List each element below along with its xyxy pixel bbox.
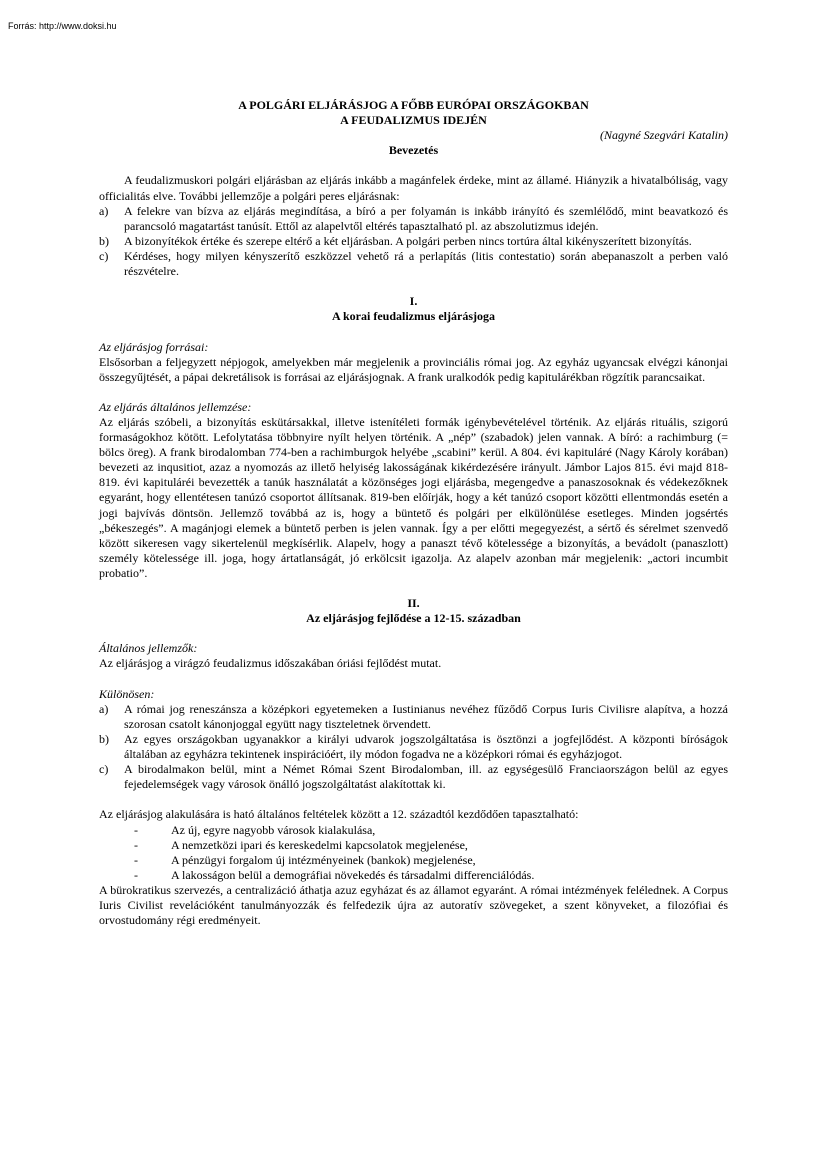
- section2-number: II.: [407, 596, 420, 611]
- document-page: [99, 98, 728, 928]
- spacer: [99, 279, 728, 294]
- section1-number: I.: [409, 294, 418, 309]
- section1-general-label: Az eljárás általános jellemzése:: [99, 399, 252, 414]
- dash-marker: -: [134, 852, 138, 867]
- section2-general-label: Általános jellemzők:: [99, 641, 198, 656]
- author-line: (Nagyné Szegvári Katalin): [600, 128, 728, 143]
- list-marker: b): [99, 233, 109, 248]
- intro-paragraph: A feudalizmuskori polgári eljárásban az eljárás inkább a magánfelek érdeke, mint az államé. Hiányzik a hivatalbóliság, vagy officialitás elve. További jellemzője a polgári peres eljárásnak:: [99, 173, 728, 203]
- list-item: [99, 249, 728, 279]
- spacer: [99, 672, 728, 687]
- list-item: [99, 853, 728, 868]
- list-item: [99, 762, 728, 792]
- list-item-text: A bizonyítékok értéke és szerepe eltérő a két eljárásban. A polgári perben nincs tortúra által kikényszerített bizonyítás.: [124, 233, 692, 248]
- conditions-list: [99, 823, 728, 883]
- list-item-text: Az új, egyre nagyobb városok kialakulása,: [171, 822, 376, 837]
- source-note: Forrás: http://www.doksi.hu: [8, 21, 117, 31]
- list-item-text: A birodalmakon belül, mint a Német Római Szent Birodalomban, ill. az egységesülő Franciaországon belül az egyes fejedelemségek vagy városok önálló jogszolgáltatást alakítottak ki.: [124, 762, 728, 792]
- section2-list: [99, 702, 728, 793]
- list-marker: c): [99, 248, 109, 263]
- list-item-text: Kérdéses, hogy milyen kényszerítő eszközzel vehető rá a perlapítás (litis contestatio) során abepanaszolt a perben való részvételre.: [124, 248, 728, 279]
- section1-sources-text: Elsősorban a feljegyzett népjogok, amelyekben már megjelenik a provinciális római jog. Az egyház ugyancsak elvégzi kánonjai összegyűjtését, a pápai dekretálisok is forrásai az eljárásjognak. A frank uralkodók pedig kapitulárékban rögzítik parancsaikat.: [99, 354, 728, 384]
- section2-general-text: Az eljárásjog a virágzó feudalizmus időszakában óriási fejlődést mutat.: [99, 656, 442, 671]
- list-marker: b): [99, 731, 109, 746]
- list-marker: c): [99, 762, 109, 777]
- intro-heading: Bevezetés: [388, 143, 439, 158]
- section1-title: A korai feudalizmus eljárásjoga: [332, 309, 495, 324]
- document-title-line2: A FEUDALIZMUS IDEJÉN: [340, 113, 487, 128]
- spacer: [99, 158, 728, 173]
- list-item: [99, 838, 728, 853]
- spacer: [99, 324, 728, 339]
- section1-sources-label: Az eljárásjog forrásai:: [99, 339, 209, 354]
- intro-list: [99, 204, 728, 279]
- section2-title: Az eljárásjog fejlődése a 12-15. században: [306, 611, 521, 626]
- dash-marker: -: [134, 837, 138, 852]
- spacer: [99, 581, 728, 596]
- section1-general-text: Az eljárás szóbeli, a bizonyítás eskütársakkal, illetve istenítéleti formák igénybevételével történik. Az eljárás rituális, szigorú formaságokhoz kötött. Lefolytatása többnyire nyílt helyen történik. A „nép” (szabadok) jelen vannak. A bíró: a rachimburg (= bölcs öreg). A frank birodalomban 774-ben a rachimburgok helyébe „scabini” kerül. A 804. évi kapituláré (Nagy Károly korában) bevezeti az inqusitiot, azaz a nyomozás az illető helyiség lakosságának kikérdezésére irányult. Jámbor Lajos 815. évi majd 818-819. évi kapituláréi bevezették a tanúk használatát a közönséges jogi eljárásba, megengedve a panaszosoknak és védekezőknek egyaránt, hogy ellentétesen tanúzó csoportot állítsanak. 819-ben előírják, hogy a két tanúzó csoport közötti ellentmondás esetén a jogi bajvívás döntsön. Jellemző továbbá az is, hogy a büntető és polgári per elkülönülése esetleges. Minden jogsértés „békeszegés”. A magánjogi elemek a büntető perben is jelen vannak. Így a per előtti megegyezést, a sértő és sérelmet szenvedő között sikeresen vagy sikertelenül megkísérlik. Alapelv, hogy a panaszt tévő kötelessége a bizonyítás, a bevádolt (panaszlott) személy kötelessége ill. joga, hogy ártatlanságát, jó erkölcsit igazolja. Az alapelv azonban már megjelenik: „actori incumbit probatio”.: [99, 414, 728, 580]
- list-marker: a): [99, 203, 109, 218]
- spacer: [99, 385, 728, 400]
- list-item: [99, 868, 728, 883]
- list-item: [99, 702, 728, 732]
- list-item: [99, 234, 728, 249]
- list-item-text: A nemzetközi ipari és kereskedelmi kapcsolatok megjelenése,: [171, 837, 468, 852]
- section2-conditions-intro: Az eljárásjog alakulására is ható általános feltételek között a 12. századtól kezdődően tapasztalható:: [99, 807, 579, 822]
- spacer: [99, 626, 728, 641]
- dash-marker: -: [134, 867, 138, 882]
- list-item: [99, 204, 728, 234]
- dash-marker: -: [134, 822, 138, 837]
- spacer: [99, 792, 728, 807]
- list-item-text: Az egyes országokban ugyanakkor a királyi udvarok jogszolgáltatása is ösztönzi a jogfejlődést. A központi bíróságok általában az egyházra tekintenek inspirációért, ily módon fogadva ne a középkori római és egyházjogot.: [124, 731, 728, 762]
- section2-closing: A bürokratikus szervezés, a centralizáció áthatja azuz egyházat és az államot egyaránt. A római intézmények felélednek. A Corpus Iuris Civilist revelációként tanulmányozzák és felfedezik újra az autoratív szövegeket, a szent könyveket, a filozófiai és orvostudomány régi eredményeit.: [99, 882, 728, 928]
- section2-specific-label: Különösen:: [99, 686, 155, 701]
- list-item-text: A felekre van bízva az eljárás megindítása, a bíró a per folyamán is inkább irányító és szemlélődő, mint beavatkozó és parancsoló magatartást tanúsít. Ettől az alapelvtől eltérés tapasztalható pl. az abszolutizmus idején.: [124, 203, 728, 233]
- list-marker: a): [99, 701, 109, 716]
- list-item-text: A pénzügyi forgalom új intézményeinek (bankok) megjelenése,: [171, 852, 476, 867]
- list-item-text: A lakosságon belül a demográfiai növekedés és társadalmi differenciálódás.: [171, 867, 535, 882]
- list-item: [99, 823, 728, 838]
- document-title-line1: A POLGÁRI ELJÁRÁSJOG A FŐBB EURÓPAI ORSZÁGOKBAN: [238, 98, 589, 112]
- list-item-text: A római jog reneszánsza a középkori egyetemeken a Iustinianus nevéhez fűződő Corpus Iuris Civilisre alapítva, a hozzá szorosan csatolt kánonjoggal együtt nagy tiszteletnek örvendett.: [124, 701, 728, 731]
- list-item: [99, 732, 728, 762]
